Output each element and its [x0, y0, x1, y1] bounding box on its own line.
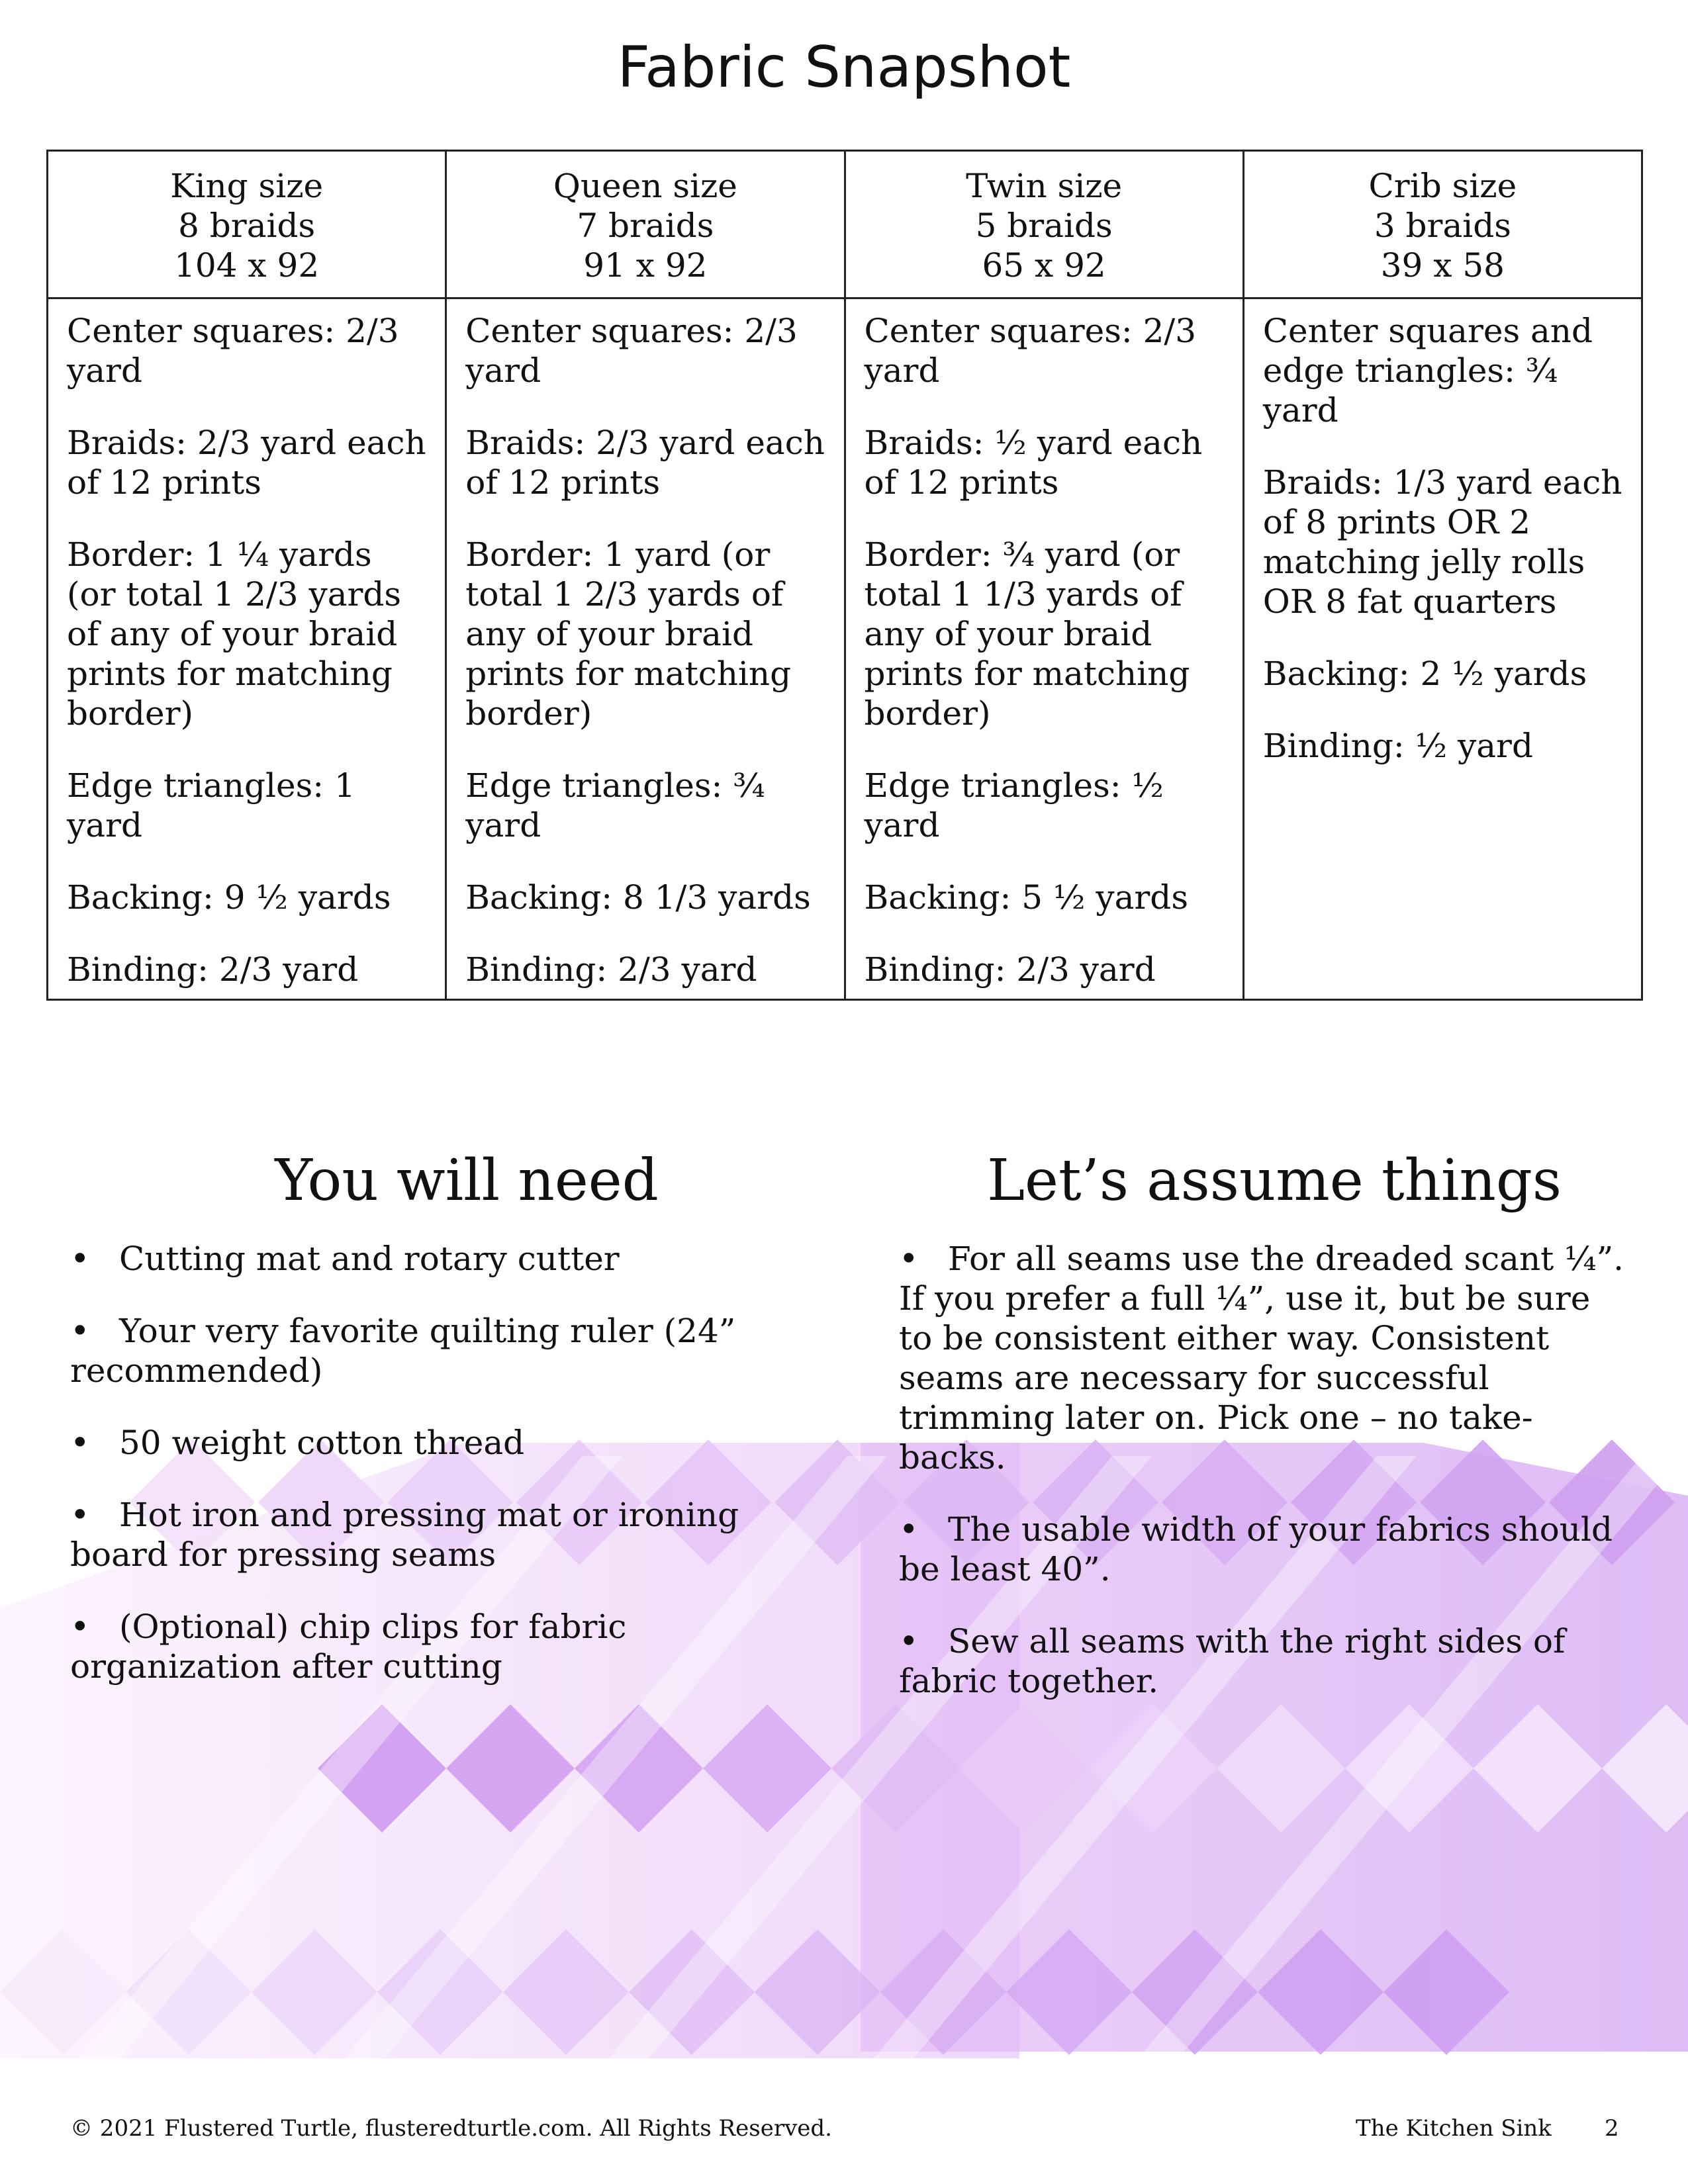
- list-item: • For all seams use the dreaded scant ¼”. If you prefer a full ¼”, use it, but be sure to be consistent either way. Consistent seams are necessary for successful trimming later on. Pick one – no take-backs.: [899, 1240, 1624, 1477]
- list-item: Border: ¾ yard (or total 1 1/3 yards of any of your braid prints for matching border): [864, 535, 1190, 733]
- list-item: Edge triangles: 1 yard: [67, 766, 355, 844]
- page-title: Fabric Snapshot: [617, 34, 1071, 101]
- column-header-king: King size 8 braids 104 x 92: [48, 151, 446, 298]
- bullet-icon: •: [899, 1622, 919, 1661]
- bullet-icon: •: [70, 1312, 90, 1350]
- list-item: • Hot iron and pressing mat or ironing board for pressing seams: [70, 1496, 739, 1574]
- list-item: Binding: ½ yard: [1262, 727, 1533, 765]
- supplies-list: [70, 1239, 845, 1719]
- list-item: Backing: 9 ½ yards: [67, 878, 391, 917]
- king-requirements-cell: [48, 298, 446, 1000]
- list-item: Braids: ½ yard each of 12 prints: [864, 424, 1203, 502]
- twin-requirements-cell: [845, 298, 1243, 1000]
- queen-requirements-cell: [446, 298, 845, 1000]
- list-item: Edge triangles: ¾ yard: [465, 766, 765, 844]
- column-header-twin: Twin size 5 braids 65 x 92: [845, 151, 1243, 298]
- table-header-row: [48, 151, 1642, 298]
- assumptions-list: [899, 1239, 1634, 1733]
- list-item: Center squares: 2/3 yard: [465, 312, 798, 390]
- list-item: • Sew all seams with the right sides of fabric together.: [899, 1622, 1566, 1700]
- list-item: • Your very favorite quilting ruler (24” recommended): [70, 1312, 736, 1390]
- list-item: Border: 1 yard (or total 1 2/3 yards of any of your braid prints for matching border): [465, 535, 792, 733]
- bullet-icon: •: [899, 1510, 919, 1549]
- list-item: Center squares: 2/3 yard: [864, 312, 1197, 390]
- list-item: Braids: 1/3 yard each of 8 prints OR 2 matching jelly rolls OR 8 fat quarters: [1262, 463, 1622, 621]
- crib-requirements-cell: [1243, 298, 1642, 1000]
- list-item: Center squares and edge triangles: ¾ yard: [1262, 312, 1593, 430]
- list-item: Binding: 2/3 yard: [465, 950, 757, 989]
- list-item: • (Optional) chip clips for fabric organization after cutting: [70, 1608, 627, 1686]
- bullet-icon: •: [70, 1240, 90, 1278]
- column-header-crib: Crib size 3 braids 39 x 58: [1243, 151, 1642, 298]
- list-item: Binding: 2/3 yard: [67, 950, 359, 989]
- footer-page-number: 2: [1605, 2115, 1619, 2142]
- list-item: Edge triangles: ½ yard: [864, 766, 1164, 844]
- list-item: • 50 weight cotton thread: [70, 1424, 525, 1462]
- you-will-need-heading: You will need: [275, 1148, 659, 1214]
- list-item: Binding: 2/3 yard: [864, 950, 1156, 989]
- list-item: Braids: 2/3 yard each of 12 prints: [465, 424, 825, 502]
- bullet-icon: •: [70, 1496, 90, 1534]
- list-item: Center squares: 2/3 yard: [67, 312, 399, 390]
- table-body-row: [48, 298, 1642, 1000]
- bullet-icon: •: [70, 1424, 90, 1462]
- list-item: Backing: 5 ½ yards: [864, 878, 1188, 917]
- list-item: Border: 1 ¼ yards (or total 1 2/3 yards of any of your braid prints for matching border): [67, 535, 402, 733]
- bullet-icon: •: [70, 1608, 90, 1646]
- fabric-snapshot-table: [46, 150, 1643, 1001]
- column-header-queen: Queen size 7 braids 91 x 92: [446, 151, 845, 298]
- list-item: Backing: 8 1/3 yards: [465, 878, 811, 917]
- list-item: Braids: 2/3 yard each of 12 prints: [67, 424, 426, 502]
- list-item: • Cutting mat and rotary cutter: [70, 1240, 620, 1278]
- footer-document-title: The Kitchen Sink: [1356, 2115, 1552, 2142]
- bullet-icon: •: [899, 1240, 919, 1278]
- list-item: Backing: 2 ½ yards: [1262, 655, 1587, 693]
- list-item: • The usable width of your fabrics should be least 40”.: [899, 1510, 1613, 1588]
- lets-assume-things-heading: Let’s assume things: [986, 1148, 1562, 1214]
- footer-copyright: © 2021 Flustered Turtle, flusteredturtle.com. All Rights Reserved.: [70, 2115, 832, 2142]
